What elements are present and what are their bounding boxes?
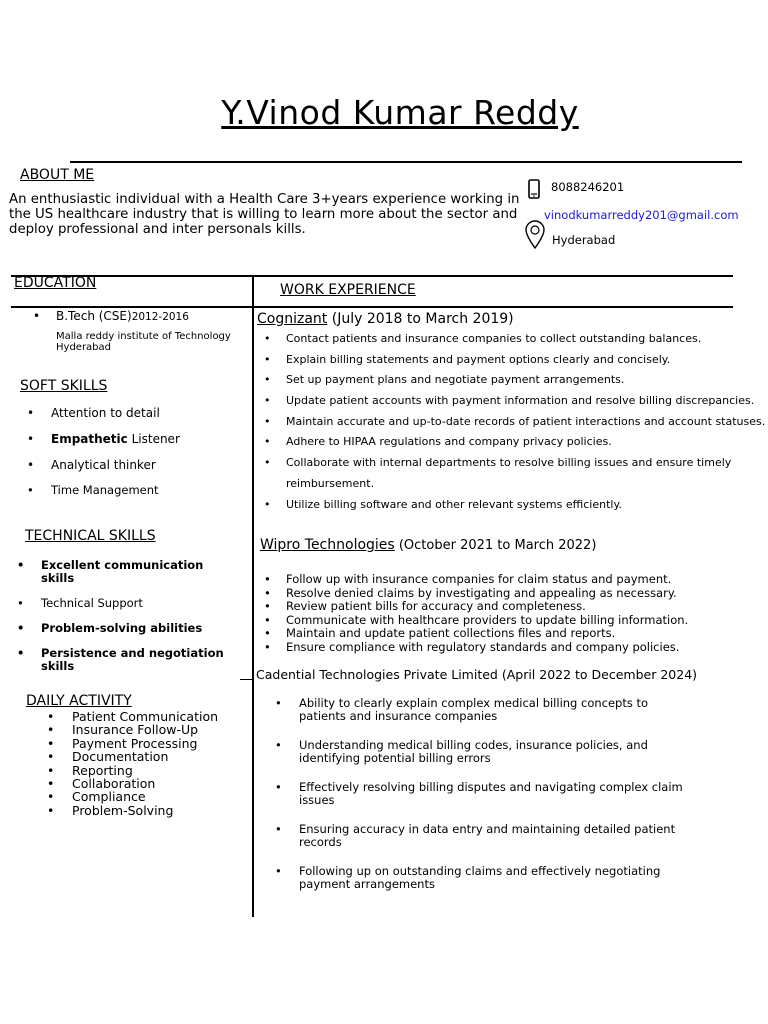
job-duty-continued: reimbursement. xyxy=(286,476,375,490)
job-title-cadential xyxy=(256,667,697,682)
job-duty: • Review patient bills for accuracy and completeness. xyxy=(286,600,688,614)
job-duty: • Contact patients and insurance companies to collect outstanding balances. xyxy=(286,332,765,353)
company-name: Wipro Technologies xyxy=(260,537,395,553)
header-divider xyxy=(70,161,742,163)
institute-name: Malla reddy institute of Technology xyxy=(56,331,231,342)
job-duty: • Effectively resolving billing disputes and navigating complex claim issues xyxy=(299,781,689,807)
job-duties-list xyxy=(286,332,765,518)
technical-skills-list xyxy=(41,559,236,685)
technical-skill-item: • Problem-solving abilities xyxy=(41,622,236,635)
daily-activity-heading: DAILY ACTIVITY xyxy=(26,693,132,709)
candidate-name: Y.Vinod Kumar Reddy xyxy=(221,93,579,132)
education-heading: EDUCATION xyxy=(14,275,97,291)
daily-activity-item: • Compliance xyxy=(72,790,218,803)
job-duty: • Update patient accounts with payment information and resolve billing discrepancies. xyxy=(286,394,765,415)
education-list xyxy=(56,309,189,323)
job-duty: • Communicate with healthcare providers to update billing information. xyxy=(286,614,688,628)
job-duties-list xyxy=(286,573,688,654)
column-tick xyxy=(240,679,254,680)
job-period: (October 2021 to March 2022) xyxy=(394,538,597,553)
job-title-wipro xyxy=(260,537,596,553)
soft-skill-item: • Empathetic Listener xyxy=(51,432,180,458)
technical-skills-heading: TECHNICAL SKILLS xyxy=(25,528,156,544)
daily-activity-item: • Problem-Solving xyxy=(72,804,218,817)
job-duty: • Maintain accurate and up-to-date records of patient interactions and account statuses. xyxy=(286,415,765,436)
job-duty: • Following up on outstanding claims and effectively negotiating payment arrangements xyxy=(299,865,689,891)
daily-activity-item: • Reporting xyxy=(72,764,218,777)
job-duties-list xyxy=(299,697,689,907)
education-years: 2012-2016 xyxy=(131,311,189,323)
about-heading: ABOUT ME xyxy=(20,167,95,183)
daily-activity-item: • Insurance Follow-Up xyxy=(72,723,218,736)
soft-skill-item: • Analytical thinker xyxy=(51,458,180,484)
job-duty: • Understanding medical billing codes, insurance policies, and identifying potential billing errors xyxy=(299,739,689,765)
work-experience-heading: WORK EXPERIENCE xyxy=(280,282,416,298)
job-duty: • Utilize billing software and other relevant systems efficiently. xyxy=(286,498,765,519)
education-item xyxy=(56,309,189,323)
section-divider-bottom xyxy=(11,306,733,308)
job-period: (July 2018 to March 2019) xyxy=(327,311,514,327)
job-duty: • Explain billing statements and payment options clearly and concisely. xyxy=(286,353,765,374)
technical-skill-item: • Excellent communication skills xyxy=(41,559,236,585)
job-duty: • Set up payment plans and negotiate payment arrangements. xyxy=(286,373,765,394)
soft-skill-item: • Time Management xyxy=(51,483,180,509)
job-duty: • Ability to clearly explain complex medical billing concepts to patients and insurance companies xyxy=(299,697,689,723)
job-title-cognizant xyxy=(257,311,514,327)
degree: B.Tech (CSE) xyxy=(56,309,132,323)
section-divider-top xyxy=(11,275,733,277)
location-text: Hyderabad xyxy=(552,233,616,247)
job-duty: • Adhere to HIPAA regulations and company privacy policies. xyxy=(286,435,765,456)
company-name: Cadential Technologies Private Limited (April 2022 to December 2024) xyxy=(256,667,698,682)
job-duty: • Collaborate with internal departments to resolve billing issues and ensure timely xyxy=(286,456,765,477)
institute-city: Hyderabad xyxy=(56,342,111,353)
soft-skill-item: • Attention to detail xyxy=(51,406,180,432)
about-text: An enthusiastic individual with a Health Care 3+years experience working in the US healthcare industry that is willing to learn more about the sector and deploy professional and inter personals kills. xyxy=(9,192,520,237)
daily-activity-item: • Documentation xyxy=(72,750,218,763)
daily-activity-item: • Patient Communication xyxy=(72,710,218,723)
location-pin-icon xyxy=(523,220,547,250)
daily-activity-item: • Collaboration xyxy=(72,777,218,790)
job-duty: • Ensuring accuracy in data entry and maintaining detailed patient records xyxy=(299,823,689,849)
daily-activity-item: • Payment Processing xyxy=(72,737,218,750)
phone-number: 8088246201 xyxy=(551,180,625,194)
technical-skill-item: • Persistence and negotiation skills xyxy=(41,647,236,673)
company-name: Cognizant xyxy=(257,311,328,327)
job-duty: • Maintain and update patient collections files and reports. xyxy=(286,627,688,641)
email-link[interactable]: vinodkumarreddy201@gmail.com xyxy=(544,208,739,222)
job-duty: • Ensure compliance with regulatory standards and company policies. xyxy=(286,641,688,655)
technical-skill-item: • Technical Support xyxy=(41,597,236,610)
phone-icon xyxy=(525,178,543,200)
job-duty: • Follow up with insurance companies for claim status and payment. xyxy=(286,573,688,587)
soft-skills-heading: SOFT SKILLS xyxy=(20,378,108,394)
column-divider xyxy=(252,276,254,917)
daily-activity-list xyxy=(72,710,218,817)
soft-skills-list xyxy=(51,406,180,509)
job-duty: • Resolve denied claims by investigating and appealing as necessary. xyxy=(286,587,688,601)
